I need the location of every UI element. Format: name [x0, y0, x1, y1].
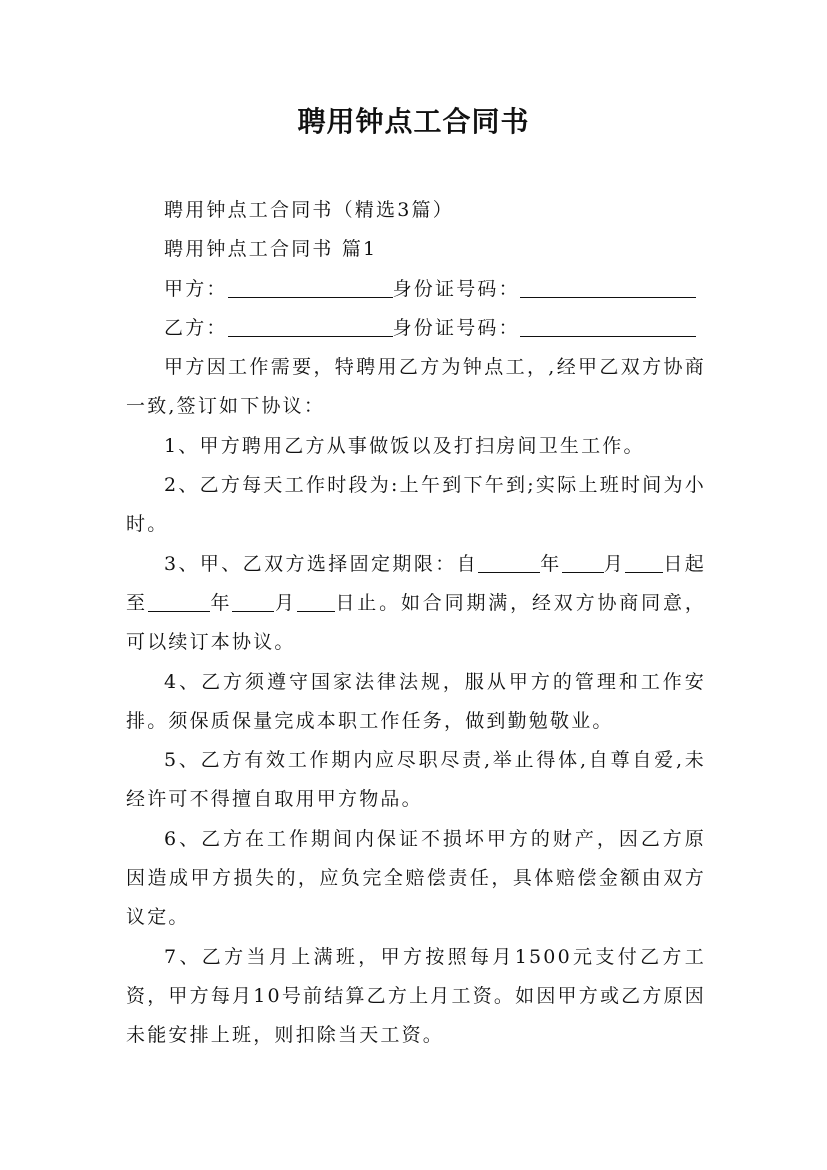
- start-year-blank: [478, 550, 540, 573]
- party-a-line: [126, 270, 706, 309]
- party-b-name-blank: [228, 314, 393, 337]
- start-day-blank: [625, 550, 663, 573]
- party-a-id-blank: [520, 275, 696, 298]
- section-heading: 聘用钟点工合同书 篇1: [164, 238, 378, 261]
- clause-4: 4、乙方须遵守国家法律法规，服从甲方的管理和工作安排。须保质保量完成本职工作任务，做到勤勉敬业。: [126, 670, 706, 732]
- document-title: 聘用钟点工合同书: [297, 105, 530, 138]
- party-b-label: 乙方：: [164, 316, 228, 339]
- party-b-id-label: 身份证号码：: [392, 316, 520, 339]
- clause-6: 6、乙方在工作期间内保证不损坏甲方的财产，因乙方原因造成甲方损失的，应负完全赔偿责任，具体赔偿金额由双方议定。: [126, 827, 706, 929]
- party-a-label: 甲方：: [164, 277, 228, 300]
- document-body: [126, 191, 706, 1056]
- day-end-suffix: 日止。如合同期满，经双方协商同意，可以续订本协议。: [126, 591, 707, 654]
- end-day-blank: [297, 589, 335, 612]
- party-b-id-blank: [520, 314, 696, 337]
- party-b-line: [126, 309, 706, 348]
- clause-1: 1、甲方聘用乙方从事做饭以及打扫房间卫生工作。: [164, 434, 645, 457]
- clause-5: 5、乙方有效工作期内应尽职尽责,举止得体,自尊自爱,未经许可不得擅自取用甲方物品。: [126, 749, 706, 811]
- start-year-label: 年: [540, 552, 562, 575]
- clause-3-prefix: 3、甲、乙双方选择固定期限：自: [164, 552, 479, 575]
- party-a-id-label: 身份证号码：: [392, 277, 520, 300]
- end-month-label: 月: [274, 591, 297, 614]
- intro-paragraph: 甲方因工作需要，特聘用乙方为钟点工，,经甲乙双方协商一致,签订如下协议：: [126, 356, 706, 418]
- clause-2: 2、乙方每天工作时段为:上午到下午到;实际上班时间为小时。: [126, 474, 706, 536]
- end-month-blank: [232, 589, 274, 612]
- end-year-blank: [148, 589, 210, 612]
- day-from-to: 日起至: [126, 552, 706, 614]
- start-month-blank: [562, 550, 604, 573]
- party-a-name-blank: [228, 275, 393, 298]
- clause-7: 7、乙方当月上满班，甲方按照每月1500元支付乙方工资，甲方每月10号前结算乙方上月工资。如因甲方或乙方原因未能安排上班，则扣除当天工资。: [126, 945, 706, 1047]
- clause-3: [126, 545, 706, 663]
- start-month-label: 月: [603, 552, 626, 575]
- end-year-label: 年: [209, 591, 233, 614]
- subtitle-line: 聘用钟点工合同书（精选3篇）: [164, 199, 454, 221]
